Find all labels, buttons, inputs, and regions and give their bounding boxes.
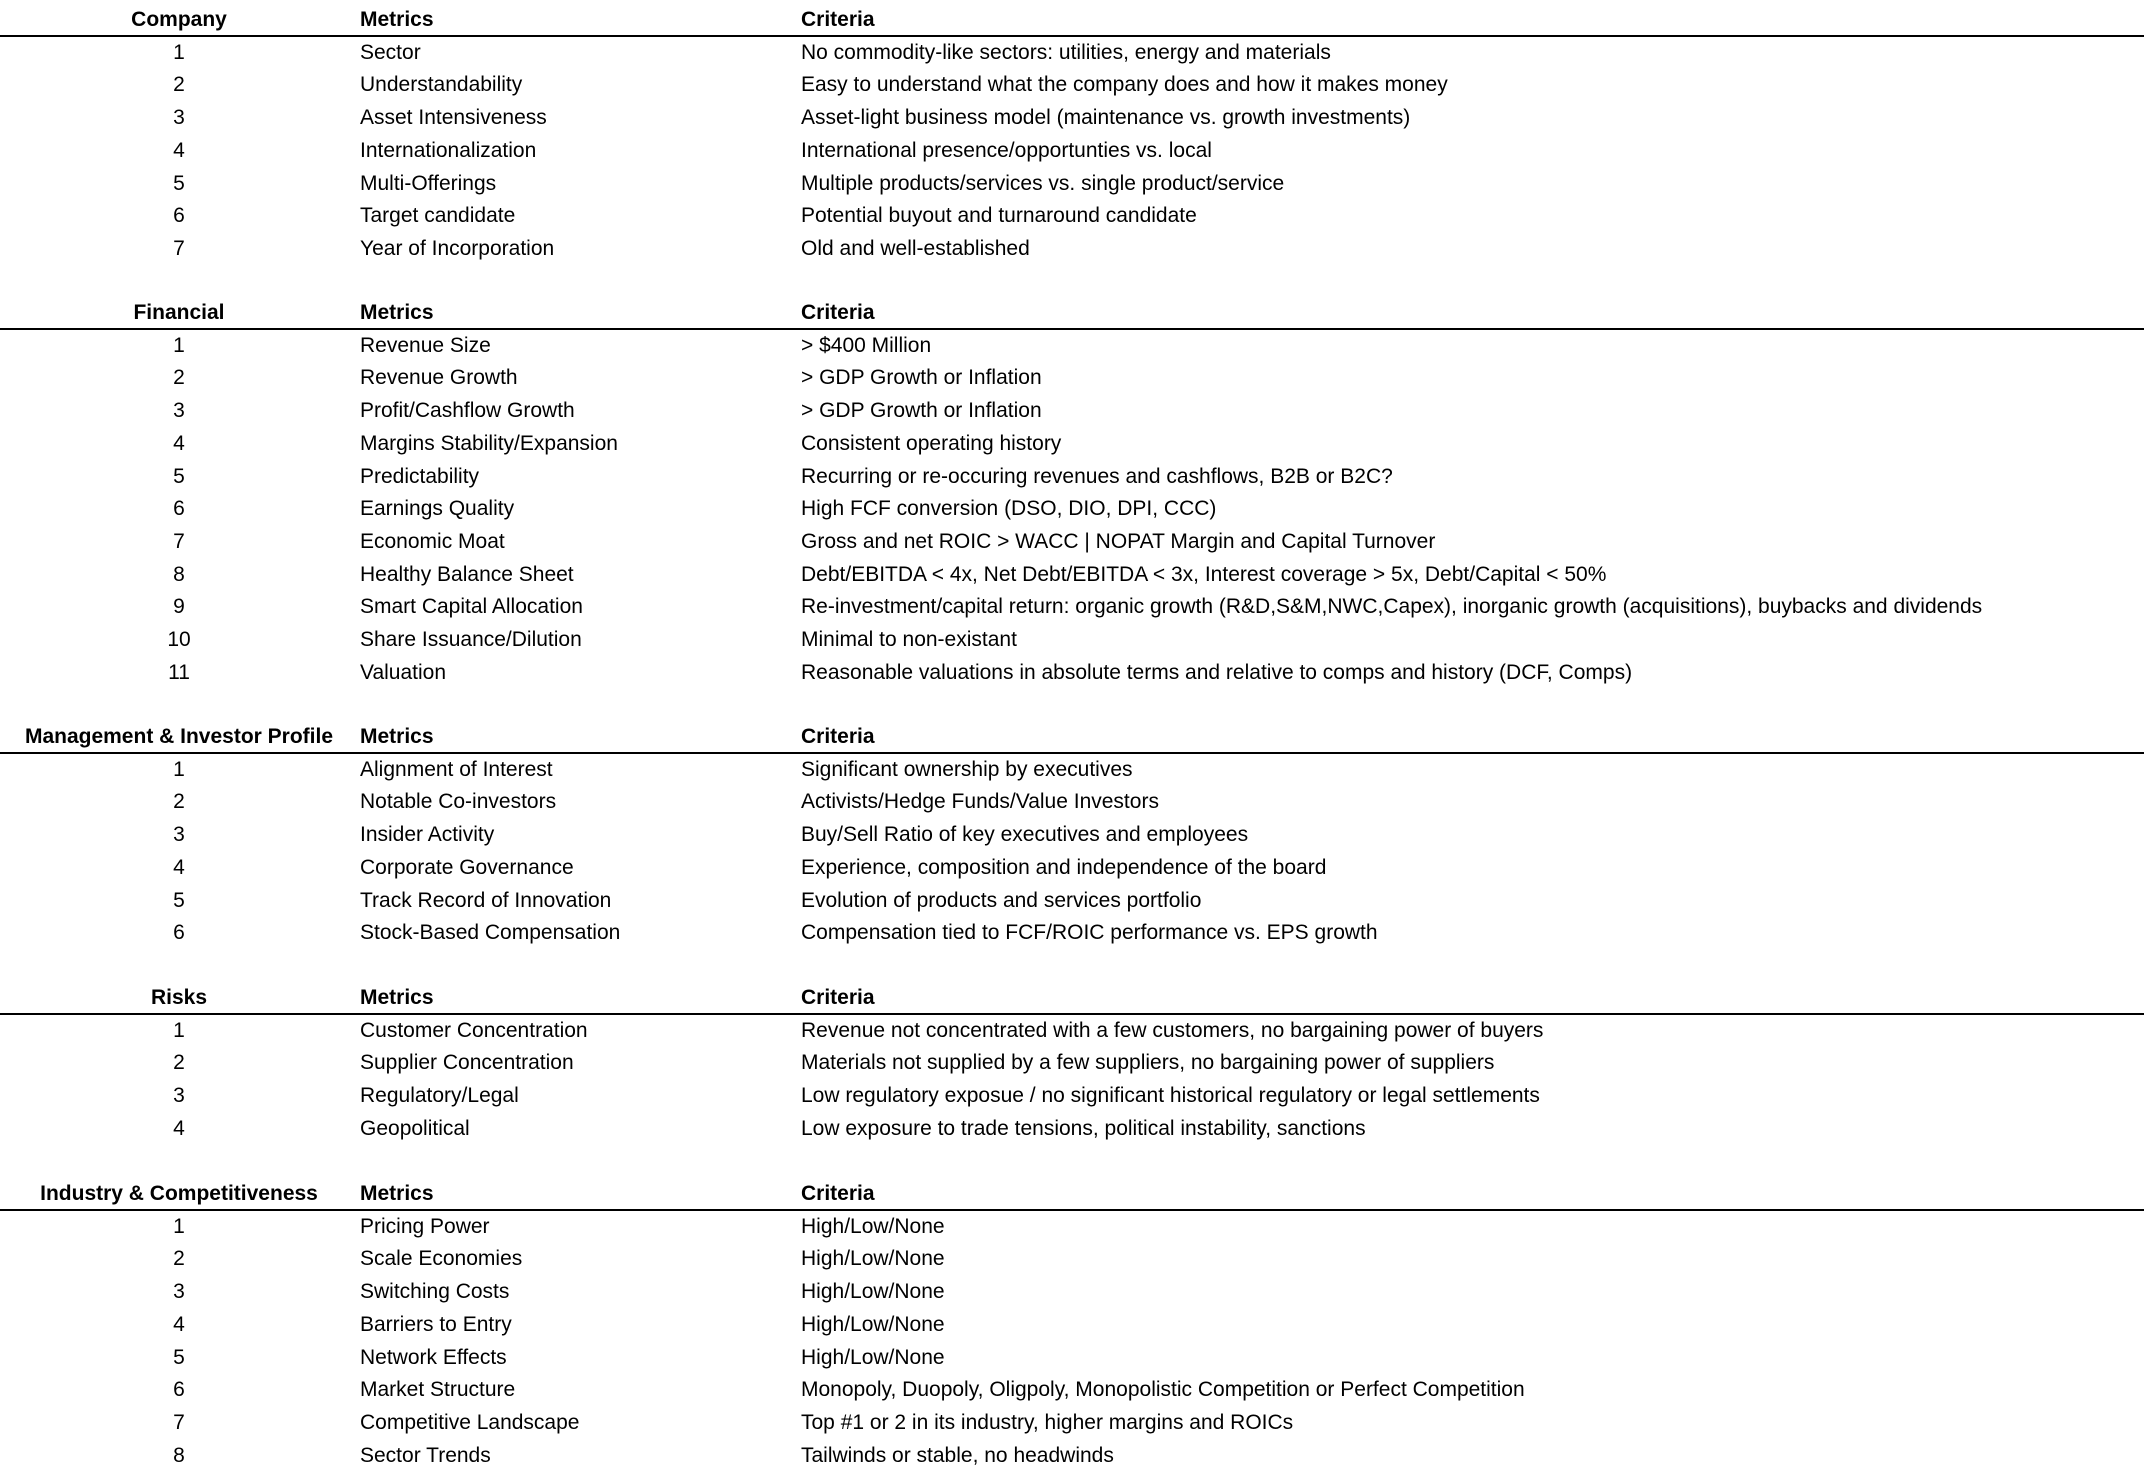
metric-name: Supplier Concentration: [360, 1051, 574, 1075]
metric-name: Alignment of Interest: [360, 757, 553, 781]
metrics-header: Metrics: [360, 8, 434, 31]
table-row: [0, 102, 2144, 135]
row-number: 10: [167, 628, 191, 651]
criteria-text: High/Low/None: [801, 1280, 945, 1304]
metric-name: Track Record of Innovation: [360, 888, 612, 912]
criteria-text: Consistent operating history: [801, 431, 1062, 455]
row-number: 3: [173, 1084, 185, 1108]
criteria-text: Multiple products/services vs. single product/service: [801, 171, 1285, 195]
criteria-text: Gross and net ROIC > WACC | NOPAT Margin and Capital Turnover: [801, 529, 1436, 553]
metric-name: Network Effects: [360, 1345, 507, 1369]
row-number: 1: [173, 1214, 185, 1238]
table-row: [0, 1015, 2144, 1048]
table-row: [0, 526, 2144, 559]
table-row: [0, 819, 2144, 852]
criteria-text: Activists/Hedge Funds/Value Investors: [801, 790, 1159, 814]
row-number: 5: [173, 888, 185, 912]
metric-name: Insider Activity: [360, 823, 495, 847]
criteria-text: International presence/opportunties vs. local: [801, 138, 1212, 162]
metric-name: Profit/Cashflow Growth: [360, 399, 575, 423]
row-number: 9: [173, 595, 185, 619]
metric-name: Notable Co-investors: [360, 790, 557, 814]
row-number: 4: [173, 431, 185, 455]
metric-name: Share Issuance/Dilution: [360, 628, 582, 651]
criteria-text: Tailwinds or stable, no headwinds: [801, 1443, 1114, 1467]
table-row: [0, 754, 2144, 787]
row-number: 3: [173, 106, 185, 130]
metric-name: Revenue Growth: [360, 366, 518, 390]
criteria-text: Reasonable valuations in absolute terms and relative to comps and history (DCF, Comps): [801, 660, 1633, 684]
row-number: 8: [173, 1443, 185, 1467]
table-row: [0, 885, 2144, 918]
metric-name: Sector Trends: [360, 1443, 491, 1467]
row-number: 7: [173, 236, 185, 260]
metric-name: Geopolitical: [360, 1116, 470, 1140]
criteria-header: Criteria: [801, 8, 875, 31]
metrics-header: Metrics: [360, 986, 434, 1009]
table-row: [0, 1080, 2144, 1113]
row-number: 4: [173, 1312, 185, 1336]
criteria-text: Asset-light business model (maintenance vs. growth investments): [801, 106, 1411, 130]
criteria-text: > GDP Growth or Inflation: [801, 399, 1042, 423]
row-number: 2: [173, 366, 185, 390]
row-number: 1: [173, 757, 185, 781]
table-row: [0, 37, 2144, 70]
criteria-text: Compensation tied to FCF/ROIC performance vs. EPS growth: [801, 921, 1378, 945]
metric-name: Earnings Quality: [360, 497, 515, 521]
table-row: [0, 362, 2144, 395]
criteria-header: Criteria: [801, 725, 875, 748]
section-header: [0, 721, 2144, 754]
table-row: [0, 168, 2144, 201]
table-row: [0, 1211, 2144, 1244]
metric-name: Stock-Based Compensation: [360, 921, 621, 945]
criteria-text: No commodity-like sectors: utilities, energy and materials: [801, 40, 1331, 64]
criteria-text: Low exposure to trade tensions, political instability, sanctions: [801, 1116, 1366, 1140]
table-row: [0, 330, 2144, 363]
metric-name: Customer Concentration: [360, 1018, 588, 1042]
table-row: [0, 1374, 2144, 1407]
row-number: 7: [173, 1410, 185, 1434]
row-number: 3: [173, 399, 185, 423]
section-header: [0, 1178, 2144, 1211]
criteria-text: Materials not supplied by a few suppliers, no bargaining power of suppliers: [801, 1051, 1495, 1075]
metric-name: Year of Incorporation: [360, 236, 555, 260]
row-number: 8: [173, 562, 185, 586]
metric-name: Predictability: [360, 464, 480, 488]
table-row: [0, 233, 2144, 266]
criteria-header: Criteria: [801, 1182, 875, 1205]
criteria-text: Old and well-established: [801, 236, 1030, 260]
section-header: [0, 982, 2144, 1015]
table-row: [0, 1309, 2144, 1342]
criteria-text: Re-investment/capital return: organic growth (R&D,S&M,NWC,Capex), inorganic growth (acquisitions), buybacks and dividends: [801, 595, 1983, 619]
table-row: [0, 1407, 2144, 1440]
metrics-header: Metrics: [360, 1182, 434, 1205]
criteria-text: > GDP Growth or Inflation: [801, 366, 1042, 390]
metric-name: Switching Costs: [360, 1280, 510, 1304]
row-number: 1: [173, 1018, 185, 1042]
criteria-text: High/Low/None: [801, 1345, 945, 1369]
criteria-text: High/Low/None: [801, 1247, 945, 1271]
row-number: 7: [173, 529, 185, 553]
criteria-text: Buy/Sell Ratio of key executives and employees: [801, 823, 1249, 847]
section-header: [0, 297, 2144, 330]
category-header: Management & Investor Profile: [24, 725, 334, 748]
row-number: 2: [173, 1247, 185, 1271]
row-number: 5: [173, 464, 185, 488]
metric-name: Sector: [360, 40, 421, 64]
metric-name: Pricing Power: [360, 1214, 490, 1238]
metric-name: Target candidate: [360, 204, 516, 228]
table-row: [0, 1440, 2144, 1472]
row-number: 6: [173, 204, 185, 228]
table-row: [0, 69, 2144, 102]
category-header: Company: [131, 8, 227, 31]
table-row: [0, 493, 2144, 526]
metrics-header: Metrics: [360, 301, 434, 324]
table-row: [0, 200, 2144, 233]
metric-name: Economic Moat: [360, 529, 505, 553]
row-number: 5: [173, 171, 185, 195]
row-number: 6: [173, 921, 185, 945]
metric-name: Internationalization: [360, 138, 537, 162]
metric-name: Valuation: [360, 660, 447, 684]
row-number: 6: [173, 497, 185, 521]
row-number: 4: [173, 138, 185, 162]
table-row: [0, 1047, 2144, 1080]
table-row: [0, 395, 2144, 428]
criteria-header: Criteria: [801, 986, 875, 1009]
metric-name: Multi-Offerings: [360, 171, 497, 195]
table-row: [0, 786, 2144, 819]
row-number: 3: [173, 823, 185, 847]
table-row: [0, 135, 2144, 168]
criteria-text: Evolution of products and services portfolio: [801, 888, 1202, 912]
row-number: 6: [173, 1378, 185, 1402]
row-number: 1: [173, 333, 185, 357]
table-row: [0, 461, 2144, 494]
criteria-text: Monopoly, Duopoly, Oligpoly, Monopolistic Competition or Perfect Competition: [801, 1378, 1525, 1402]
row-number: 1: [173, 40, 185, 64]
category-header: Risks: [150, 986, 208, 1009]
metric-name: Healthy Balance Sheet: [360, 562, 574, 586]
metric-name: Margins Stability/Expansion: [360, 431, 618, 455]
criteria-header: Criteria: [801, 301, 875, 324]
table-row: [0, 1342, 2144, 1375]
table-row: [0, 1113, 2144, 1146]
row-number: 2: [173, 73, 185, 97]
category-header: Industry & Competitiveness: [40, 1182, 318, 1205]
table-row: [0, 852, 2144, 885]
criteria-text: Experience, composition and independence of the board: [801, 855, 1327, 879]
table-row: [0, 657, 2144, 690]
category-header: Financial: [133, 301, 225, 324]
table-row: [0, 917, 2144, 950]
criteria-text: Significant ownership by executives: [801, 757, 1133, 781]
row-number: 11: [168, 660, 190, 684]
metric-name: Revenue Size: [360, 333, 491, 357]
metric-name: Competitive Landscape: [360, 1410, 580, 1434]
criteria-text: > $400 Million: [801, 333, 932, 357]
row-number: 2: [173, 1051, 185, 1075]
criteria-text: High FCF conversion (DSO, DIO, DPI, CCC): [801, 497, 1217, 521]
row-number: 4: [173, 1116, 185, 1140]
table-row: [0, 428, 2144, 461]
metric-name: Scale Economies: [360, 1247, 523, 1271]
row-number: 5: [173, 1345, 185, 1369]
table-row: [0, 1243, 2144, 1276]
row-number: 3: [173, 1280, 185, 1304]
table-row: [0, 591, 2144, 624]
metric-name: Barriers to Entry: [360, 1312, 512, 1336]
criteria-text: Recurring or re-occuring revenues and cashflows, B2B or B2C?: [801, 464, 1393, 488]
criteria-text: High/Low/None: [801, 1312, 945, 1336]
table-row: [0, 1276, 2144, 1309]
metric-name: Corporate Governance: [360, 855, 574, 879]
row-number: 2: [173, 790, 185, 814]
criteria-text: Debt/EBITDA < 4x, Net Debt/EBITDA < 3x, Interest coverage > 5x, Debt/Capital < 50%: [801, 562, 1607, 586]
criteria-text: Low regulatory exposue / no significant historical regulatory or legal settlements: [801, 1084, 1540, 1108]
metric-name: Smart Capital Allocation: [360, 595, 583, 619]
criteria-text: Top #1 or 2 in its industry, higher margins and ROICs: [801, 1410, 1294, 1434]
section-header: [0, 4, 2144, 37]
criteria-text: Potential buyout and turnaround candidate: [801, 204, 1197, 228]
metrics-header: Metrics: [360, 725, 434, 748]
table-row: [0, 559, 2144, 592]
criteria-text: Revenue not concentrated with a few customers, no bargaining power of buyers: [801, 1018, 1544, 1042]
criteria-text: High/Low/None: [801, 1214, 945, 1238]
table-row: [0, 624, 2144, 657]
criteria-text: Minimal to non-existant: [801, 628, 1017, 651]
metric-name: Market Structure: [360, 1378, 516, 1402]
row-number: 4: [173, 855, 185, 879]
metric-name: Asset Intensiveness: [360, 106, 547, 130]
metric-name: Understandability: [360, 73, 523, 97]
metric-name: Regulatory/Legal: [360, 1084, 519, 1108]
criteria-text: Easy to understand what the company does and how it makes money: [801, 73, 1448, 97]
